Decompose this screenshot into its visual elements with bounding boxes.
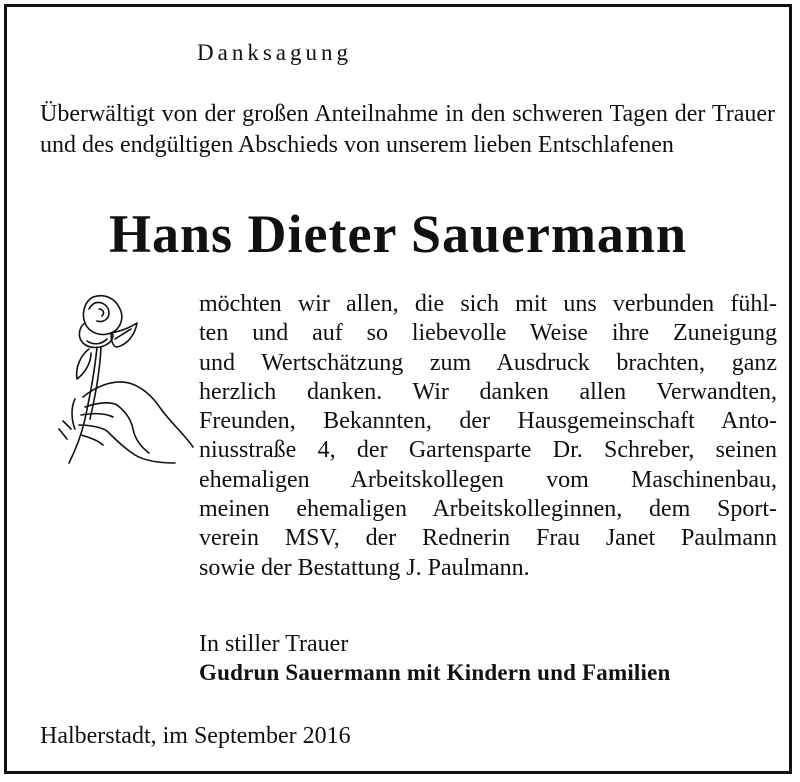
body-line: verein MSV, der Rednerin Frau Janet Paulmann [199,525,777,552]
body-line: niusstraße 4, der Gartensparte Dr. Schreber, seinen [199,437,777,464]
deceased-name: Hans Dieter Sauermann [108,204,687,264]
place-date: Halberstadt, im September 2016 [40,723,351,749]
hand-holding-rose-icon [45,279,195,467]
body-line: herzlich danken. Wir danken allen Verwandten, [199,378,777,405]
body-line: sowie der Bestattung J. Paulmann. [199,554,530,581]
closing-phrase: In stiller Trauer [199,631,349,657]
thanks-body [199,290,777,583]
body-line: möchten wir allen, die sich mit uns verbunden fühl- [199,291,777,317]
body-line: meinen ehemaligen Arbeitskolleginnen, dem Sport- [199,496,777,523]
signers: Gudrun Sauermann mit Kindern und Familien [199,660,671,685]
body-line: Freunden, Bekannten, der Hausgemeinschaft Anto- [199,408,777,435]
body-line: ehemaligen Arbeitskollegen vom Maschinenbau, [199,466,777,493]
notice-heading: Danksagung [197,40,352,65]
body-line: und Wertschätzung zum Ausdruck brachten, ganz [199,349,777,376]
obituary-notice [4,4,792,774]
intro-text: Überwältigt von der großen Anteilnahme in den schweren Tagen der Trauer und des endgültigen Abschieds von unserem lieben Entschlafenen [40,101,775,158]
body-line: ten und auf so liebevolle Weise ihre Zuneigung [199,320,777,347]
